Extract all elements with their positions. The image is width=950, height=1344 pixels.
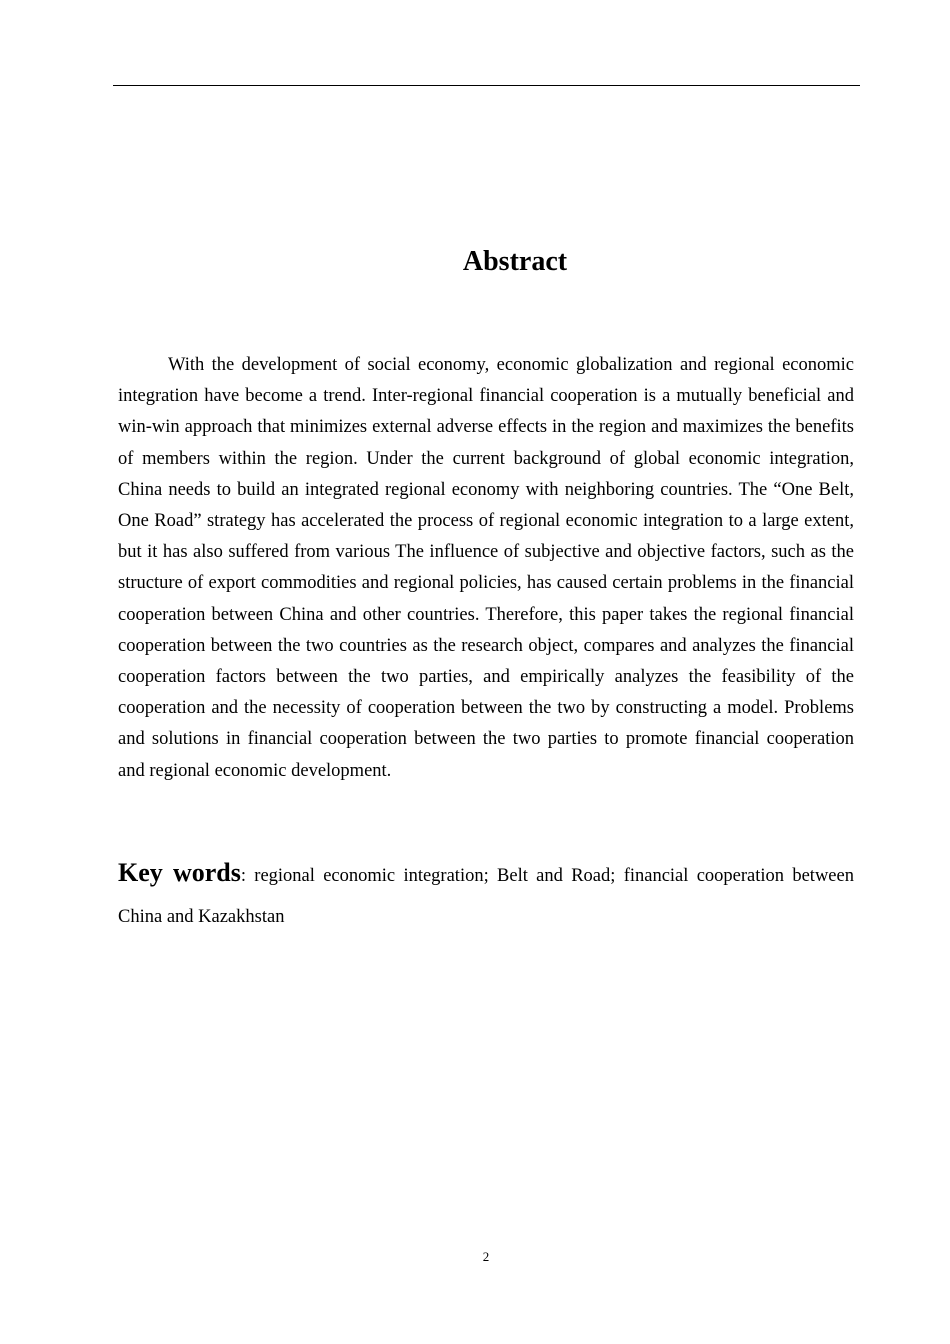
abstract-paragraph: With the development of social economy, economic globalization and regional economic integration have become a trend. Inter-regional financial cooperation is a mutually beneficial and win-win approach that minimizes external adverse effects in the region and maximizes the benefits of members within the region. Under the current background of global economic integration, China needs to build an integrated regional economy with neighboring countries. The “One Belt, One Road” strategy has accelerated the process of regional economic integration to a large extent, but it has also suffered from various The influence of subjective and objective factors, such as the structure of export commodities and regional policies, has caused certain problems in the financial cooperation between China and other countries. Therefore, this paper takes the regional financial cooperation between the two countries as the research object, compares and analyzes the financial cooperation factors between the two parties, and empirically analyzes the feasibility of the cooperation and the necessity of cooperation between the two by constructing a model. Problems and solutions in financial cooperation between the two parties to promote financial cooperation and regional economic development. [118,355,854,781]
keywords-text: : regional economic integration; Belt and Road; financial cooperation between China and Kazakhstan [118,866,854,927]
abstract-title: Abstract [462,246,568,277]
keywords-line [118,852,854,938]
keywords-label: Key words [118,858,241,887]
header-rule [113,85,860,86]
page-number: 2 [482,1249,490,1264]
